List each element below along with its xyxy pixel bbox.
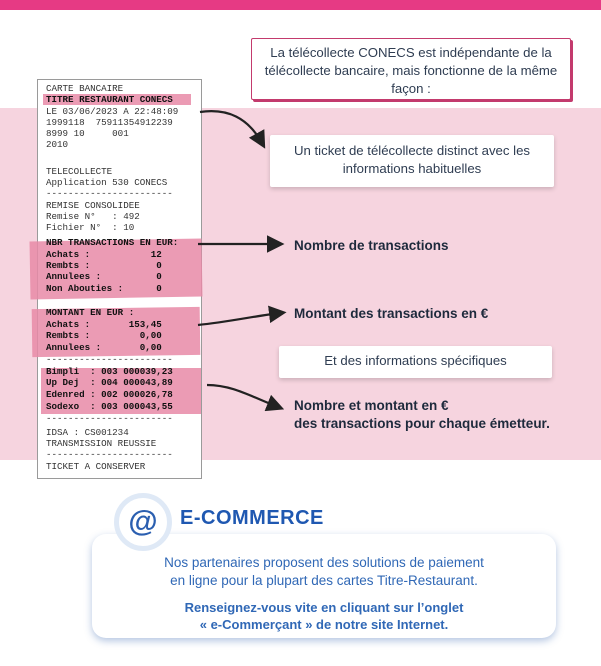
ticket-separator: -----------------------: [46, 413, 173, 424]
at-sign-icon: [114, 493, 172, 551]
ticket-line: Non Abouties : 0: [46, 283, 162, 294]
ticket-line: LE 03/06/2023 A 22:48:09: [46, 106, 179, 117]
ticket-line: NBR TRANSACTIONS EN EUR:: [46, 237, 179, 248]
ticket-line: Up Dej : 004 000043,89: [46, 377, 173, 388]
ticket-line: -----------------------: [46, 188, 173, 199]
top-accent-bar: [0, 0, 601, 10]
ticket-line: REMISE CONSOLIDEE: [46, 200, 140, 211]
ecommerce-line-3: Renseignez-vous vite en cliquant sur l’onglet: [184, 600, 464, 615]
ticket-line: Edenred : 002 000026,78: [46, 389, 173, 400]
ticket-line: MONTANT EN EUR :: [46, 307, 135, 318]
ticket-line: Fichier N° : 10: [46, 222, 135, 233]
ecommerce-line-4: « e-Commerçant » de notre site Internet.: [199, 617, 449, 632]
label-amount: Montant des transactions en €: [294, 306, 489, 321]
ticket-line: TITRE RESTAURANT CONECS: [46, 94, 173, 105]
callout-independent: [251, 38, 571, 100]
ticket-line: TRANSMISSION REUSSIE: [46, 438, 157, 449]
ticket-line: Annulees : 0,00: [46, 342, 162, 353]
ticket-line: TELECOLLECTE: [46, 166, 113, 177]
telecollecte-ticket: [37, 79, 202, 479]
callout-specific-text: Et des informations spécifiques: [324, 353, 507, 368]
ticket-line: Remise N° : 492: [46, 211, 140, 222]
ticket-separator: -----------------------: [46, 354, 173, 365]
ticket-line: CARTE BANCAIRE: [46, 83, 124, 94]
ticket-line: Rembts : 0: [46, 260, 162, 271]
ticket-line: Achats : 12: [46, 249, 162, 260]
ecommerce-line-1: Nos partenaires proposent des solutions de paiement: [164, 555, 484, 570]
callout-distinct-ticket: [270, 135, 554, 187]
label-per-issuer-2: des transactions pour chaque émetteur.: [294, 416, 550, 431]
ticket-line: Sodexo : 003 000043,55: [46, 401, 173, 412]
ticket-line: TICKET A CONSERVER: [46, 461, 146, 472]
ecommerce-title: E-COMMERCE: [180, 507, 324, 529]
ticket-line: Application 530 CONECS: [46, 177, 168, 188]
at-sign-text: @: [128, 505, 158, 538]
ticket-line: IDSA : CS001234: [46, 427, 129, 438]
label-per-issuer-1: Nombre et montant en €: [294, 398, 449, 413]
ticket-line: Achats : 153,45: [46, 319, 162, 330]
ticket-line: Bimpli : 003 000039,23: [46, 366, 173, 377]
ticket-line: Annulees : 0: [46, 271, 162, 282]
ticket-line: 8999 10 001: [46, 128, 129, 139]
callout-independent-text: La télécollecte CONECS est indépendante de la télécollecte bancaire, mais fonctionne de la même façon :: [264, 45, 558, 96]
ticket-line: Rembts : 0,00: [46, 330, 162, 341]
ticket-separator: -----------------------: [46, 449, 173, 460]
callout-specific: [279, 346, 552, 378]
ticket-line: 2010: [46, 139, 69, 150]
label-nb-transactions: Nombre de transactions: [294, 238, 449, 253]
ecommerce-card: [92, 534, 556, 638]
ecommerce-line-2: en ligne pour la plupart des cartes Titre-Restaurant.: [170, 573, 478, 588]
ticket-line: 1999118 75911354912239: [46, 117, 173, 128]
callout-distinct-ticket-text: Un ticket de télécollecte distinct avec les informations habituelles: [293, 143, 531, 176]
